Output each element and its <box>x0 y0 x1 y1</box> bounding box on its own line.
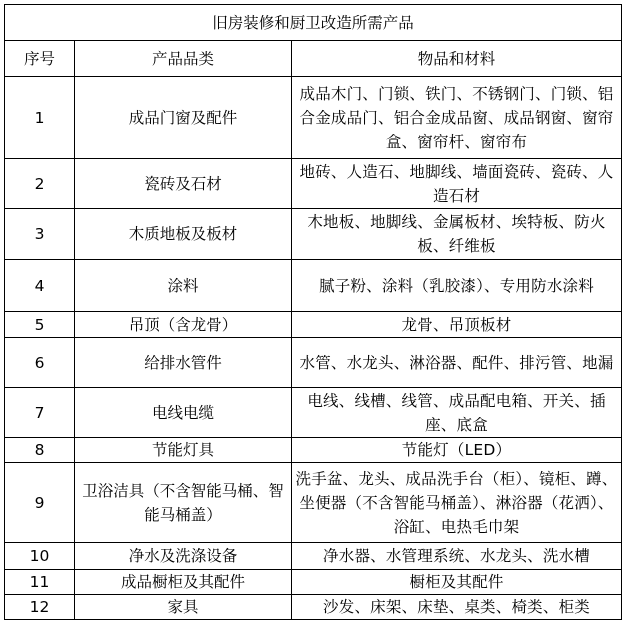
row-items: 龙骨、吊顶板材 <box>292 312 622 338</box>
row-category: 木质地板及板材 <box>75 209 292 260</box>
row-no: 12 <box>5 595 75 620</box>
table-row <box>5 388 622 438</box>
row-category: 净水及洗涤设备 <box>75 543 292 570</box>
row-items: 橱柜及其配件 <box>292 570 622 595</box>
table-row <box>5 543 622 570</box>
table-row <box>5 312 622 338</box>
row-category: 卫浴洁具（不含智能马桶、智能马桶盖） <box>75 463 292 543</box>
row-no: 2 <box>5 159 75 209</box>
row-category: 吊顶（含龙骨） <box>75 312 292 338</box>
header-no: 序号 <box>5 41 75 77</box>
row-category: 电线电缆 <box>75 388 292 438</box>
row-category: 成品橱柜及其配件 <box>75 570 292 595</box>
row-category: 瓷砖及石材 <box>75 159 292 209</box>
row-items: 水管、水龙头、淋浴器、配件、排污管、地漏 <box>292 338 622 388</box>
table-title: 旧房装修和厨卫改造所需产品 <box>5 5 622 41</box>
header-category: 产品品类 <box>75 41 292 77</box>
table-row <box>5 209 622 260</box>
row-no: 4 <box>5 260 75 312</box>
table-row <box>5 338 622 388</box>
table-row <box>5 77 622 159</box>
table-row <box>5 595 622 620</box>
row-items: 腻子粉、涂料（乳胶漆）、专用防水涂料 <box>292 260 622 312</box>
row-no: 1 <box>5 77 75 159</box>
table-row <box>5 463 622 543</box>
table-row <box>5 159 622 209</box>
row-category: 节能灯具 <box>75 438 292 463</box>
table-row <box>5 260 622 312</box>
row-items: 电线、线槽、线管、成品配电箱、开关、插座、底盒 <box>292 388 622 438</box>
header-row <box>5 41 622 77</box>
row-items: 沙发、床架、床垫、桌类、椅类、柜类 <box>292 595 622 620</box>
row-no: 8 <box>5 438 75 463</box>
title-row <box>5 5 622 41</box>
row-items: 节能灯（LED） <box>292 438 622 463</box>
row-no: 11 <box>5 570 75 595</box>
row-items: 木地板、地脚线、金属板材、埃特板、防火板、纤维板 <box>292 209 622 260</box>
row-no: 5 <box>5 312 75 338</box>
row-category: 成品门窗及配件 <box>75 77 292 159</box>
row-no: 9 <box>5 463 75 543</box>
row-items: 洗手盆、龙头、成品洗手台（柜）、镜柜、蹲、坐便器（不含智能马桶盖）、淋浴器（花洒）、浴缸、电热毛巾架 <box>292 463 622 543</box>
row-items: 地砖、人造石、地脚线、墙面瓷砖、瓷砖、人造石材 <box>292 159 622 209</box>
row-category: 给排水管件 <box>75 338 292 388</box>
row-no: 7 <box>5 388 75 438</box>
header-items: 物品和材料 <box>292 41 622 77</box>
row-category: 涂料 <box>75 260 292 312</box>
row-no: 6 <box>5 338 75 388</box>
row-items: 成品木门、门锁、铁门、不锈钢门、门锁、铝合金成品门、铝合金成品窗、成品钢窗、窗帘盒、窗帘杆、窗帘布 <box>292 77 622 159</box>
product-table <box>4 4 622 620</box>
table-row <box>5 438 622 463</box>
row-no: 10 <box>5 543 75 570</box>
row-no: 3 <box>5 209 75 260</box>
table-row <box>5 570 622 595</box>
row-category: 家具 <box>75 595 292 620</box>
row-items: 净水器、水管理系统、水龙头、洗水槽 <box>292 543 622 570</box>
